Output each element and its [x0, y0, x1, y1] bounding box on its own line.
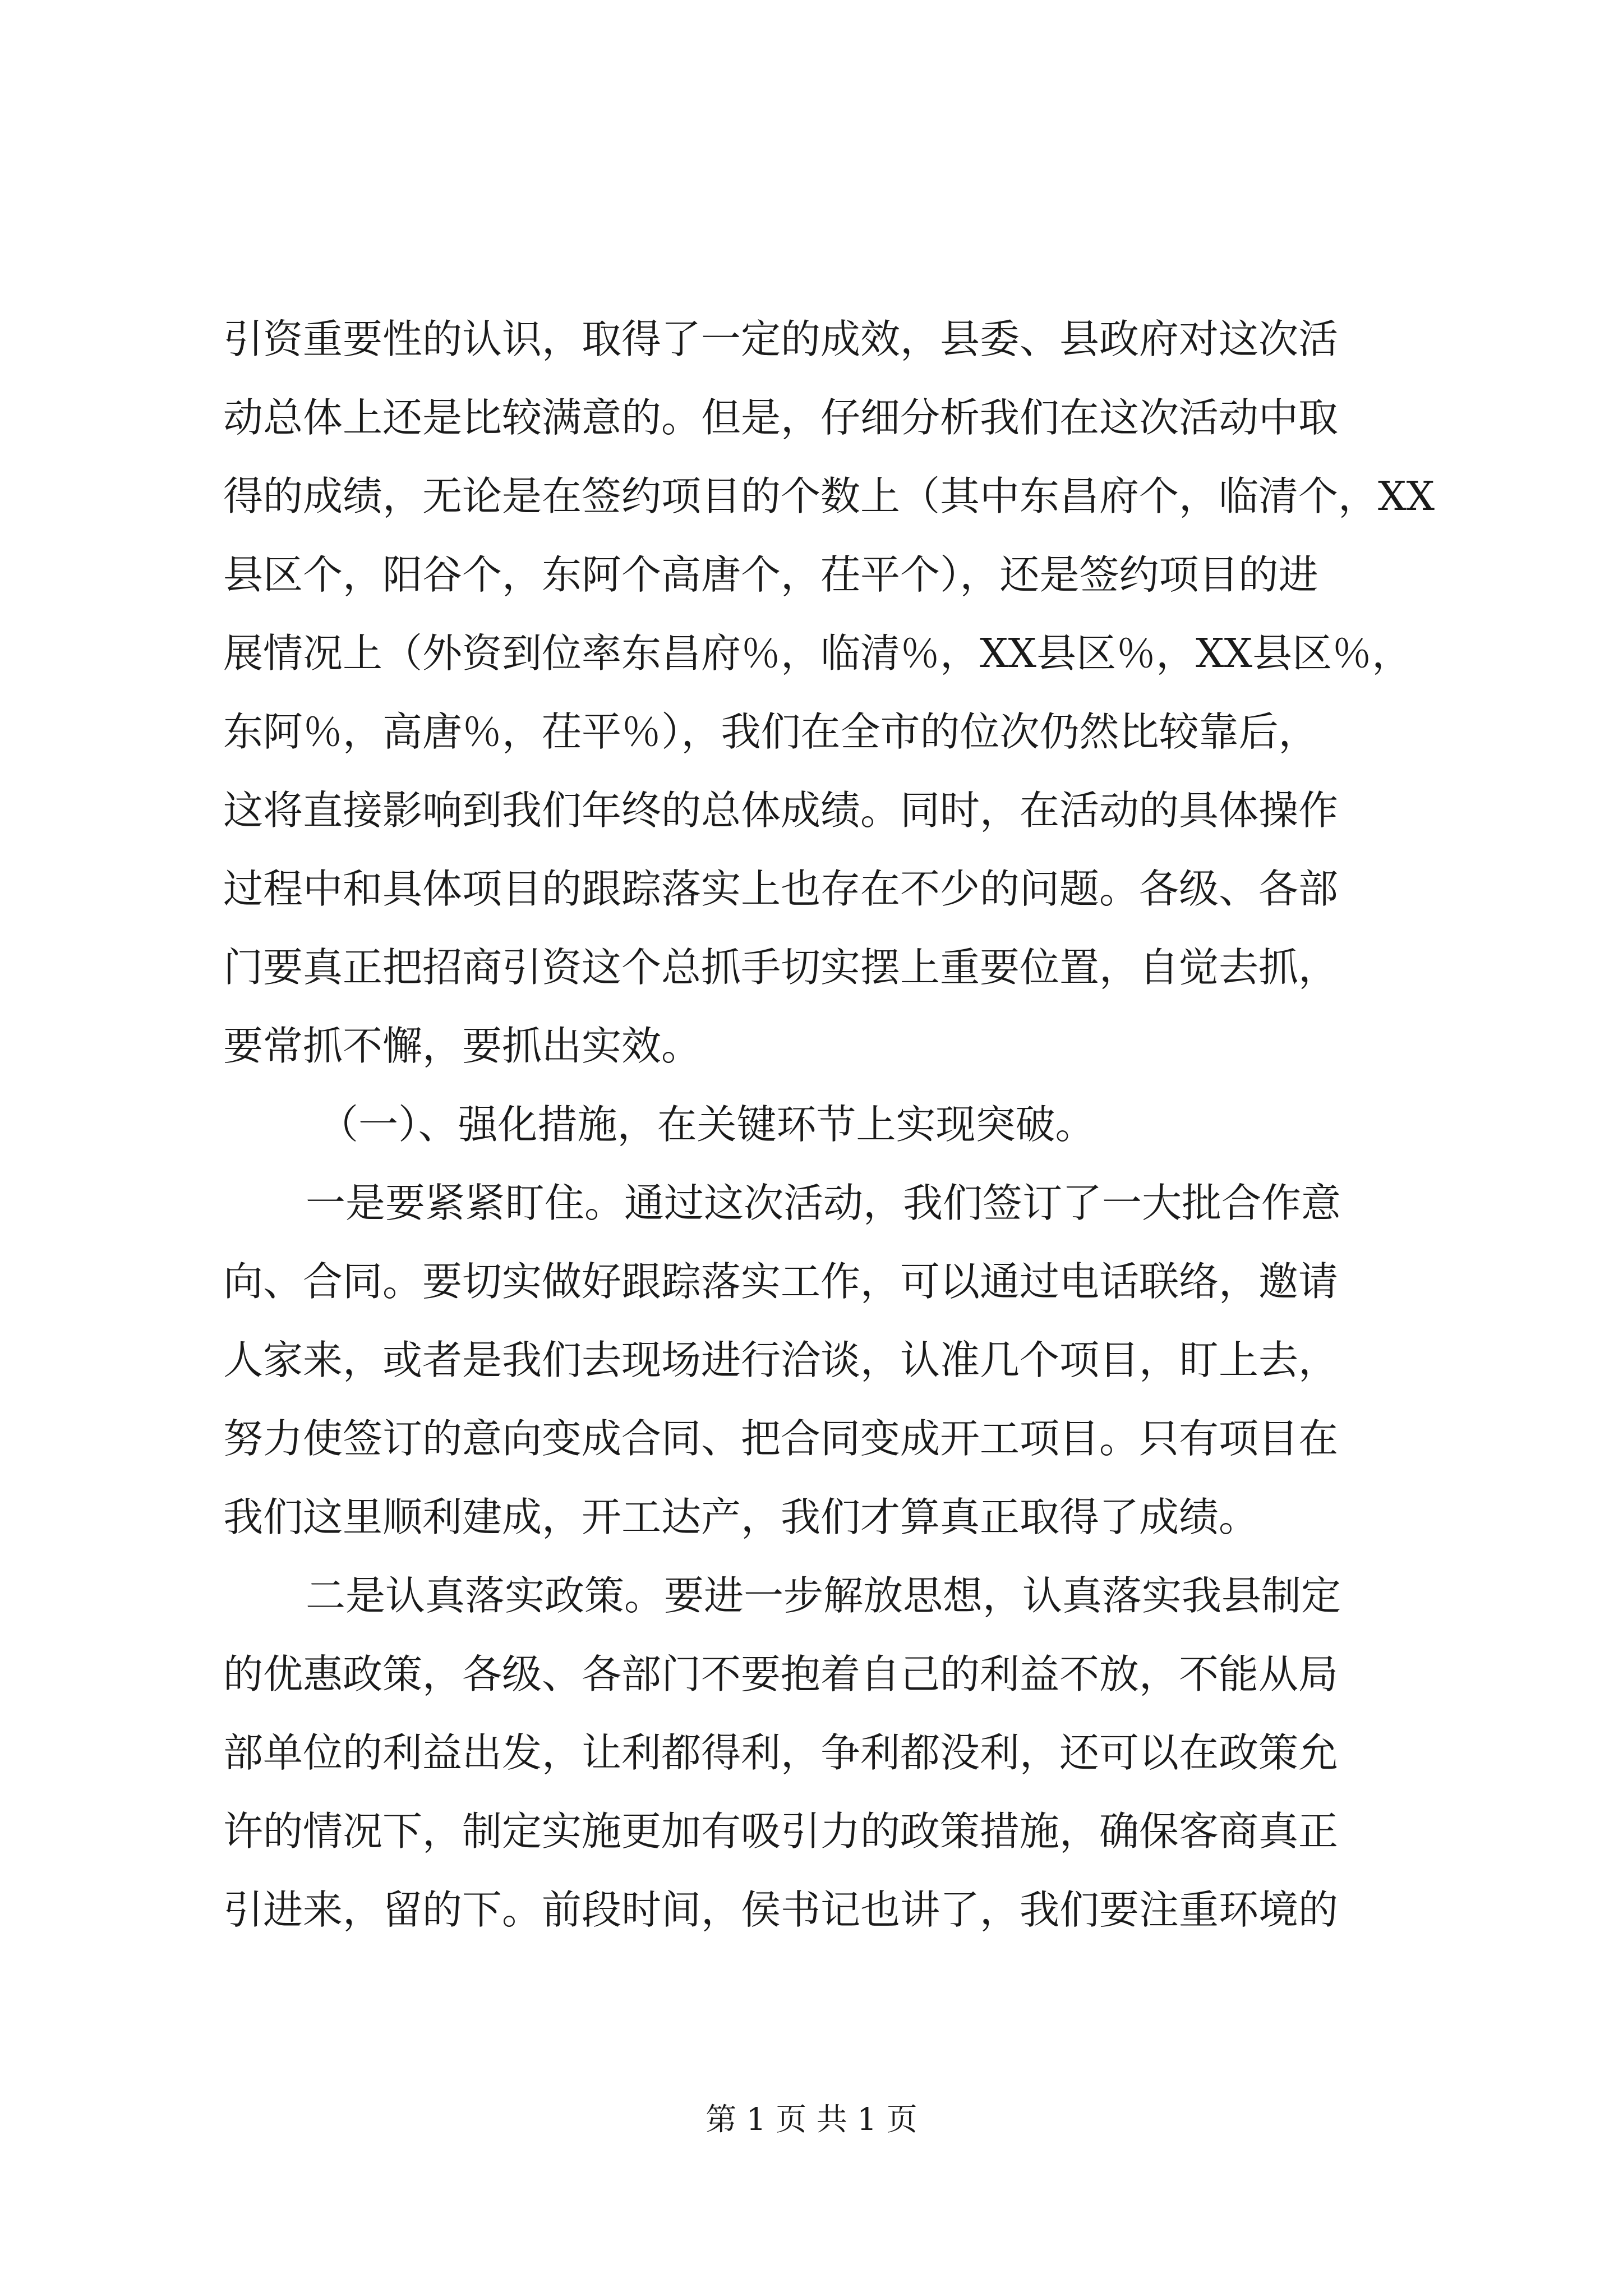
text-line-21: 引进来，留的下。前段时间，侯书记也讲了，我们要注重环境的 — [223, 1887, 1339, 1933]
page-footer: 第 1 页 共 1 页 — [706, 2101, 917, 2137]
text-line-1: 引资重要性的认识，取得了一定的成效，县委、县政府对这次活 — [223, 316, 1339, 362]
text-line-19: 部单位的利益出发，让利都得利，争利都没利，还可以在政策允 — [223, 1729, 1339, 1776]
text-line-14: 人家来，或者是我们去现场进行洽谈，认准几个项目，盯上去， — [223, 1337, 1339, 1383]
text-line-6: 东阿％，高唐％，茌平％），我们在全市的位次仍然比较靠后， — [223, 708, 1318, 755]
text-line-20: 许的情况下，制定实施更加有吸引力的政策措施，确保客商真正 — [223, 1808, 1339, 1855]
text-line-12: 一是要紧紧盯住。通过这次活动，我们签订了一大批合作意 — [306, 1180, 1341, 1226]
text-line-3: 得的成绩，无论是在签约项目的个数上（其中东昌府个，临清个，XX — [223, 473, 1435, 519]
text-line-7: 这将直接影响到我们年终的总体成绩。同时，在活动的具体操作 — [223, 787, 1339, 834]
text-line-5: 展情况上（外资到位率东昌府％，临清％，XX县区％，XX县区％， — [223, 630, 1412, 677]
text-line-9: 门要真正把招商引资这个总抓手切实摆上重要位置，自觉去抓， — [223, 944, 1339, 991]
text-line-17: 二是认真落实政策。要进一步解放思想，认真落实我县制定 — [306, 1572, 1341, 1619]
text-line-16: 我们这里顺利建成，开工达产，我们才算真正取得了成绩。 — [223, 1494, 1259, 1540]
text-line-18: 的优惠政策，各级、各部门不要抱着自己的利益不放，不能从局 — [223, 1651, 1339, 1697]
text-line-2: 动总体上还是比较满意的。但是，仔细分析我们在这次活动中取 — [223, 394, 1339, 441]
text-line-10: 要常抓不懈，要抓出实效。 — [223, 1023, 702, 1069]
text-line-8: 过程中和具体项目的跟踪落实上也存在不少的问题。各级、各部 — [223, 866, 1339, 912]
text-line-4: 县区个，阳谷个，东阿个高唐个，茌平个），还是签约项目的进 — [223, 551, 1318, 598]
section-heading: （一）、强化措施，在关键环节上实现突破。 — [319, 1101, 1095, 1148]
text-line-13: 向、合同。要切实做好跟踪落实工作，可以通过电话联络，邀请 — [223, 1258, 1339, 1305]
text-line-15: 努力使签订的意向变成合同、把合同变成开工项目。只有项目在 — [223, 1415, 1339, 1462]
